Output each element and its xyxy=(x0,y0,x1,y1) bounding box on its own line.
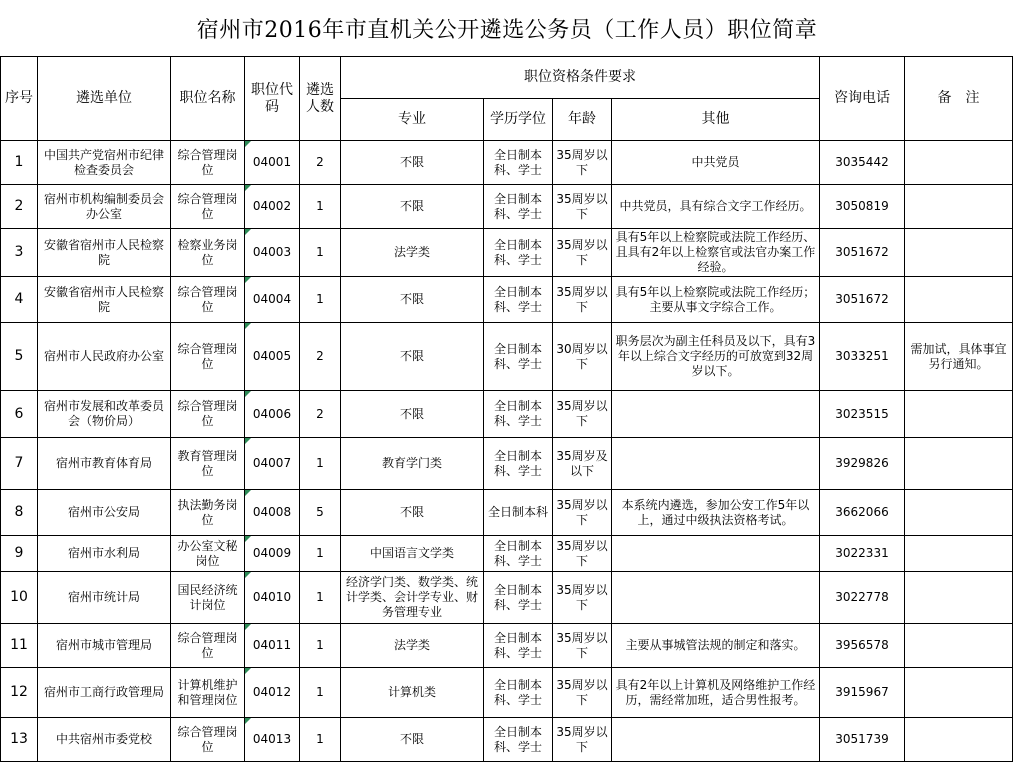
cell-remarks xyxy=(905,490,1013,536)
cell-seq: 11 xyxy=(1,624,38,668)
cell-age: 35周岁以下 xyxy=(553,141,612,185)
header-other: 其他 xyxy=(612,99,820,141)
cell-count: 2 xyxy=(300,323,341,391)
cell-code: 04004 xyxy=(245,277,300,323)
cell-major: 教育学门类 xyxy=(341,438,484,490)
cell-unit: 宿州市统计局 xyxy=(38,572,171,624)
cell-seq: 7 xyxy=(1,438,38,490)
cell-count: 1 xyxy=(300,536,341,572)
cell-education: 全日制本科、学士 xyxy=(484,536,553,572)
cell-unit: 宿州市水利局 xyxy=(38,536,171,572)
table-row xyxy=(1,718,1013,762)
cell-remarks xyxy=(905,718,1013,762)
cell-position: 教育管理岗位 xyxy=(171,438,245,490)
header-requirements: 职位资格条件要求 xyxy=(341,57,820,99)
cell-age: 35周岁以下 xyxy=(553,718,612,762)
cell-code: 04013 xyxy=(245,718,300,762)
cell-position: 国民经济统计岗位 xyxy=(171,572,245,624)
cell-phone: 3051672 xyxy=(820,277,905,323)
cell-unit: 宿州市教育体育局 xyxy=(38,438,171,490)
cell-code: 04001 xyxy=(245,141,300,185)
cell-education: 全日制本科、学士 xyxy=(484,229,553,277)
table-row xyxy=(1,536,1013,572)
cell-major: 中国语言文学类 xyxy=(341,536,484,572)
cell-unit: 宿州市人民政府办公室 xyxy=(38,323,171,391)
cell-age: 35周岁以下 xyxy=(553,536,612,572)
cell-age: 30周岁以下 xyxy=(553,323,612,391)
cell-age: 35周岁以下 xyxy=(553,229,612,277)
table-row xyxy=(1,490,1013,536)
cell-position: 综合管理岗位 xyxy=(171,391,245,438)
cell-education: 全日制本科、学士 xyxy=(484,624,553,668)
cell-other: 具有5年以上检察院或法院工作经历、且具有2年以上检察官或法官办案工作经验。 xyxy=(612,229,820,277)
cell-seq: 1 xyxy=(1,141,38,185)
cell-remarks xyxy=(905,229,1013,277)
cell-phone: 3956578 xyxy=(820,624,905,668)
cell-position: 综合管理岗位 xyxy=(171,323,245,391)
cell-unit: 宿州市公安局 xyxy=(38,490,171,536)
cell-seq: 10 xyxy=(1,572,38,624)
cell-code: 04007 xyxy=(245,438,300,490)
cell-count: 2 xyxy=(300,391,341,438)
table-row xyxy=(1,668,1013,718)
positions-table xyxy=(0,56,1013,762)
cell-seq: 5 xyxy=(1,323,38,391)
cell-other: 职务层次为副主任科员及以下，具有3年以上综合文字经历的可放宽到32周岁以下。 xyxy=(612,323,820,391)
cell-unit: 宿州市发展和改革委员会（物价局） xyxy=(38,391,171,438)
table-row xyxy=(1,323,1013,391)
cell-age: 35周岁以下 xyxy=(553,572,612,624)
cell-seq: 13 xyxy=(1,718,38,762)
cell-major: 不限 xyxy=(341,185,484,229)
cell-education: 全日制本科、学士 xyxy=(484,141,553,185)
cell-code: 04011 xyxy=(245,624,300,668)
cell-major: 法学类 xyxy=(341,229,484,277)
cell-other: 中共党员 xyxy=(612,141,820,185)
header-unit: 遴选单位 xyxy=(38,57,171,141)
cell-seq: 4 xyxy=(1,277,38,323)
cell-remarks xyxy=(905,668,1013,718)
cell-position: 综合管理岗位 xyxy=(171,624,245,668)
cell-count: 1 xyxy=(300,668,341,718)
cell-unit: 宿州市城市管理局 xyxy=(38,624,171,668)
cell-remarks xyxy=(905,536,1013,572)
cell-code: 04002 xyxy=(245,185,300,229)
cell-other: 主要从事城管法规的制定和落实。 xyxy=(612,624,820,668)
cell-remarks xyxy=(905,391,1013,438)
cell-other: 中共党员，具有综合文字工作经历。 xyxy=(612,185,820,229)
cell-seq: 2 xyxy=(1,185,38,229)
cell-position: 检察业务岗位 xyxy=(171,229,245,277)
cell-education: 全日制本科、学士 xyxy=(484,438,553,490)
cell-major: 不限 xyxy=(341,323,484,391)
cell-count: 1 xyxy=(300,185,341,229)
cell-major: 不限 xyxy=(341,718,484,762)
cell-code: 04010 xyxy=(245,572,300,624)
cell-education: 全日制本科、学士 xyxy=(484,277,553,323)
cell-position: 计算机维护和管理岗位 xyxy=(171,668,245,718)
cell-age: 35周岁以下 xyxy=(553,277,612,323)
cell-code: 04006 xyxy=(245,391,300,438)
cell-seq: 12 xyxy=(1,668,38,718)
cell-other xyxy=(612,718,820,762)
cell-age: 35周岁以下 xyxy=(553,490,612,536)
cell-remarks: 需加试，具体事宜另行通知。 xyxy=(905,323,1013,391)
cell-education: 全日制本科、学士 xyxy=(484,185,553,229)
cell-phone: 3915967 xyxy=(820,668,905,718)
cell-unit: 宿州市机构编制委员会办公室 xyxy=(38,185,171,229)
cell-remarks xyxy=(905,185,1013,229)
cell-remarks xyxy=(905,572,1013,624)
cell-major: 不限 xyxy=(341,490,484,536)
cell-position: 办公室文秘岗位 xyxy=(171,536,245,572)
cell-count: 1 xyxy=(300,624,341,668)
cell-count: 1 xyxy=(300,718,341,762)
cell-major: 计算机类 xyxy=(341,668,484,718)
table-row xyxy=(1,277,1013,323)
cell-phone: 3035442 xyxy=(820,141,905,185)
cell-phone: 3022778 xyxy=(820,572,905,624)
cell-count: 2 xyxy=(300,141,341,185)
cell-position: 综合管理岗位 xyxy=(171,718,245,762)
cell-major: 不限 xyxy=(341,277,484,323)
cell-other: 具有5年以上检察院或法院工作经历；主要从事文字综合工作。 xyxy=(612,277,820,323)
cell-remarks xyxy=(905,624,1013,668)
cell-position: 综合管理岗位 xyxy=(171,185,245,229)
cell-education: 全日制本科、学士 xyxy=(484,572,553,624)
cell-other xyxy=(612,438,820,490)
cell-age: 35周岁以下 xyxy=(553,185,612,229)
cell-other xyxy=(612,391,820,438)
cell-remarks xyxy=(905,438,1013,490)
cell-count: 1 xyxy=(300,572,341,624)
cell-code: 04009 xyxy=(245,536,300,572)
cell-phone: 3662066 xyxy=(820,490,905,536)
cell-phone: 3051672 xyxy=(820,229,905,277)
cell-major: 不限 xyxy=(341,391,484,438)
cell-phone: 3050819 xyxy=(820,185,905,229)
cell-other xyxy=(612,536,820,572)
header-count: 遴选人数 xyxy=(300,57,341,141)
cell-education: 全日制本科、学士 xyxy=(484,718,553,762)
cell-unit: 宿州市工商行政管理局 xyxy=(38,668,171,718)
cell-unit: 中共宿州市委党校 xyxy=(38,718,171,762)
cell-phone: 3023515 xyxy=(820,391,905,438)
cell-other: 具有2年以上计算机及网络维护工作经历，需经常加班，适合男性报考。 xyxy=(612,668,820,718)
cell-code: 04005 xyxy=(245,323,300,391)
cell-unit: 中国共产党宿州市纪律检查委员会 xyxy=(38,141,171,185)
header-education: 学历学位 xyxy=(484,99,553,141)
cell-phone: 3033251 xyxy=(820,323,905,391)
page-title: 宿州市2016年市直机关公开遴选公务员（工作人员）职位简章 xyxy=(196,17,818,43)
cell-other: 本系统内遴选，参加公安工作5年以上，通过中级执法资格考试。 xyxy=(612,490,820,536)
cell-seq: 6 xyxy=(1,391,38,438)
cell-code: 04012 xyxy=(245,668,300,718)
cell-position: 综合管理岗位 xyxy=(171,277,245,323)
table-row xyxy=(1,438,1013,490)
cell-age: 35周岁以下 xyxy=(553,624,612,668)
header-seq: 序号 xyxy=(1,57,38,141)
cell-seq: 3 xyxy=(1,229,38,277)
header-remarks: 备 注 xyxy=(905,57,1013,141)
header-position: 职位名称 xyxy=(171,57,245,141)
cell-unit: 安徽省宿州市人民检察院 xyxy=(38,229,171,277)
cell-phone: 3929826 xyxy=(820,438,905,490)
cell-education: 全日制本科 xyxy=(484,490,553,536)
header-code: 职位代码 xyxy=(245,57,300,141)
cell-unit: 安徽省宿州市人民检察院 xyxy=(38,277,171,323)
table-row xyxy=(1,391,1013,438)
table-row xyxy=(1,624,1013,668)
cell-count: 5 xyxy=(300,490,341,536)
header-age: 年龄 xyxy=(553,99,612,141)
cell-major: 不限 xyxy=(341,141,484,185)
cell-education: 全日制本科、学士 xyxy=(484,391,553,438)
header-major: 专业 xyxy=(341,99,484,141)
cell-code: 04003 xyxy=(245,229,300,277)
cell-count: 1 xyxy=(300,277,341,323)
cell-seq: 9 xyxy=(1,536,38,572)
table-row xyxy=(1,572,1013,624)
table-row xyxy=(1,229,1013,277)
cell-code: 04008 xyxy=(245,490,300,536)
cell-age: 35周岁以下 xyxy=(553,391,612,438)
cell-education: 全日制本科、学士 xyxy=(484,323,553,391)
table-row xyxy=(1,185,1013,229)
table-row xyxy=(1,141,1013,185)
cell-age: 35周岁及以下 xyxy=(553,438,612,490)
table-body xyxy=(1,141,1013,762)
cell-phone: 3022331 xyxy=(820,536,905,572)
cell-major: 经济学门类、数学类、统计学类、会计学专业、财务管理专业 xyxy=(341,572,484,624)
cell-count: 1 xyxy=(300,438,341,490)
cell-education: 全日制本科、学士 xyxy=(484,668,553,718)
cell-remarks xyxy=(905,141,1013,185)
cell-other xyxy=(612,572,820,624)
cell-position: 执法勤务岗位 xyxy=(171,490,245,536)
cell-major: 法学类 xyxy=(341,624,484,668)
cell-age: 35周岁以下 xyxy=(553,668,612,718)
cell-position: 综合管理岗位 xyxy=(171,141,245,185)
header-phone: 咨询电话 xyxy=(820,57,905,141)
cell-count: 1 xyxy=(300,229,341,277)
cell-remarks xyxy=(905,277,1013,323)
cell-seq: 8 xyxy=(1,490,38,536)
cell-phone: 3051739 xyxy=(820,718,905,762)
